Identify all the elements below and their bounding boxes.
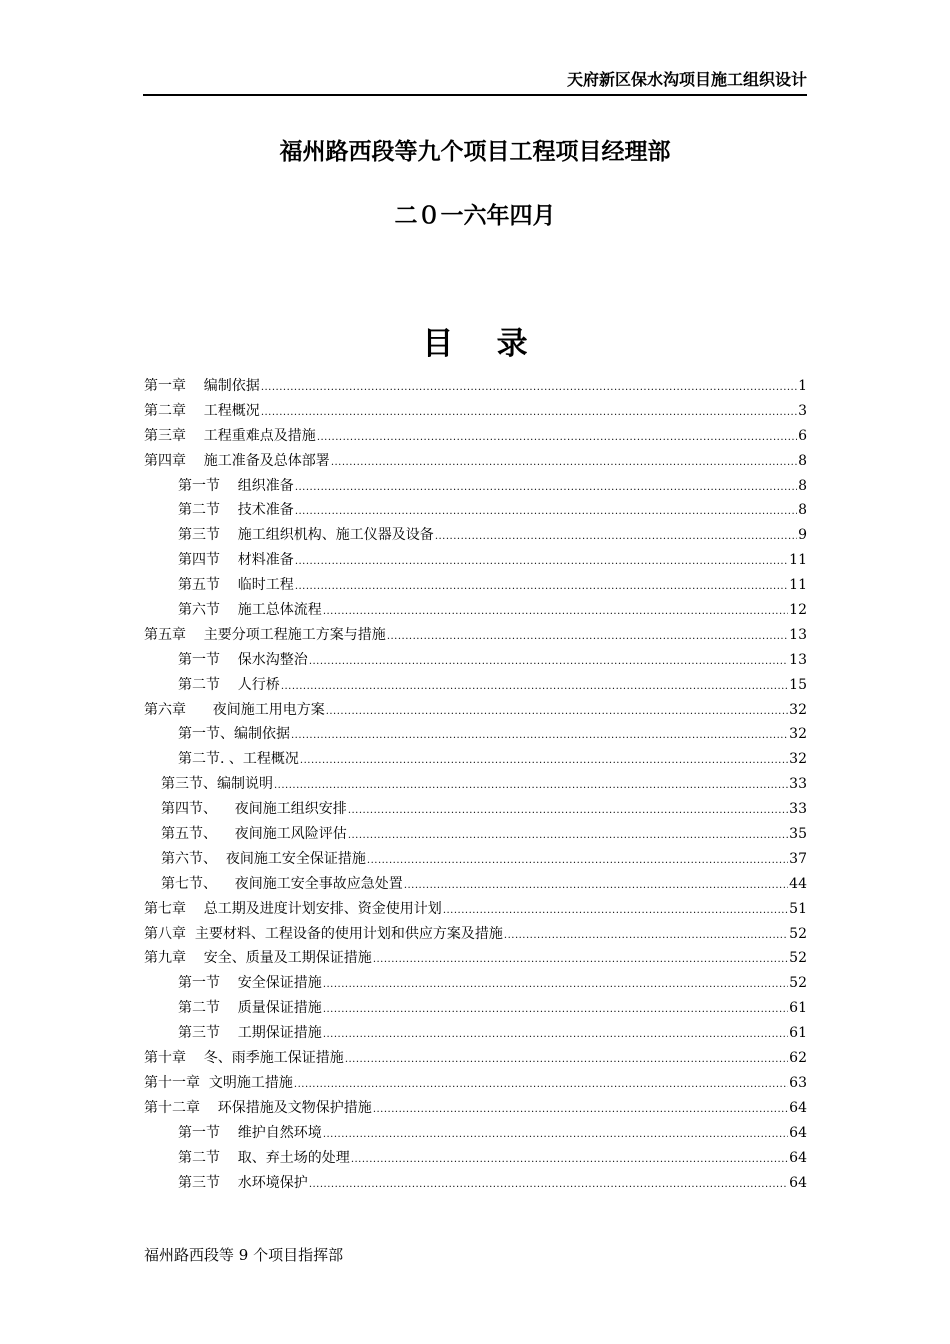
toc-entry[interactable] [144,747,807,772]
toc-leader-dots [295,500,797,525]
toc-entry[interactable] [144,698,807,723]
toc-leader-dots [373,1098,788,1123]
toc-entry-label: 第六节、 夜间施工安全保证措施 [161,850,366,867]
toc-entry[interactable] [144,897,807,922]
toc-leader-dots [300,749,788,774]
toc-entry-page: 12 [789,602,807,619]
toc-entry-label: 第三节 施工组织机构、施工仪器及设备 [178,527,434,544]
toc-leader-dots [323,998,788,1023]
toc-entry[interactable] [144,598,807,623]
toc-leader-dots [295,575,788,600]
toc-entry-page: 63 [789,1074,807,1091]
toc-leader-dots [367,849,788,874]
toc-entry[interactable] [144,1121,807,1146]
toc-entry-label: 第二节 取、弃土场的处理 [178,1149,350,1166]
toc-entry-page: 6 [798,427,807,444]
toc-leader-dots [348,824,788,849]
toc-entry-page: 62 [789,1050,807,1067]
toc-leader-dots [373,948,788,973]
toc-entry-label: 第十二章 环保措施及文物保护措施 [144,1099,372,1116]
toc-entry-label: 第七节、 夜间施工安全事故应急处置 [161,875,403,892]
toc-entry-label: 第五节 临时工程 [178,577,294,594]
toc-leader-dots [274,774,788,799]
toc-entry[interactable] [144,797,807,822]
toc-entry[interactable] [144,772,807,797]
toc-entry-page: 52 [789,950,807,967]
toc-leader-dots [331,451,797,476]
toc-leader-dots [404,874,788,899]
page-header [143,70,807,96]
toc-entry-label: 第八章 主要材料、工程设备的使用计划和供应方案及措施 [144,925,503,942]
toc-leader-dots [309,650,788,675]
toc-entry-label: 第二节 质量保证措施 [178,1000,322,1017]
toc-entry[interactable] [144,971,807,996]
toc-entry[interactable] [144,523,807,548]
toc-leader-dots [294,1073,788,1098]
toc-entry-page: 8 [798,477,807,494]
toc-entry-page: 1 [798,378,807,394]
toc-entry-page: 32 [789,751,807,768]
toc-entry-label: 第五节、 夜间施工风险评估 [161,826,347,843]
toc-entry-page: 64 [789,1099,807,1116]
toc-entry-page: 35 [789,826,807,843]
toc-entry-page: 32 [789,726,807,743]
toc-leader-dots [295,476,797,501]
toc-entry[interactable] [144,1146,807,1171]
toc-entry-page: 64 [789,1149,807,1166]
page-footer: 福州路西段等 9 个项目指挥部 [144,1246,344,1264]
toc-entry-page: 3 [798,402,807,419]
toc-entry[interactable] [144,1096,807,1121]
toc-entry-page: 61 [789,1025,807,1042]
toc-entry-page: 44 [789,875,807,892]
document-date: 二０一六年四月 [394,202,556,229]
toc-leader-dots [323,600,788,625]
toc-entry[interactable] [144,449,807,474]
toc-entry-page: 13 [789,651,807,668]
toc-entry-label: 第三节 工期保证措施 [178,1025,322,1042]
toc-entry[interactable] [144,399,807,424]
toc-entry-label: 第一章 编制依据 [144,378,260,394]
toc-entry[interactable] [144,673,807,698]
toc-entry[interactable] [144,996,807,1021]
toc-leader-dots [326,700,788,725]
toc-entry-label: 第十章 冬、雨季施工保证措施 [144,1050,344,1067]
organization-title: 福州路西段等九个项目工程项目经理部 [279,138,671,165]
toc-entry[interactable] [144,374,807,399]
toc-leader-dots [281,675,788,700]
toc-leader-dots [317,426,797,451]
toc-entry-page: 11 [789,552,807,569]
toc-entry-page: 37 [789,850,807,867]
toc-leader-dots [348,799,788,824]
toc-entry-page: 11 [789,577,807,594]
toc-entry[interactable] [144,922,807,947]
toc-entry-label: 第一节 维护自然环境 [178,1124,322,1141]
toc-entry-label: 第十一章 文明施工措施 [144,1074,293,1091]
toc-leader-dots [295,550,788,575]
toc-leader-dots [323,1123,788,1148]
toc-leader-dots [504,924,788,949]
toc-entry-page: 8 [798,502,807,519]
table-of-contents [144,374,807,1195]
toc-leader-dots [291,724,788,749]
toc-entry-page: 33 [789,776,807,793]
toc-entry[interactable] [144,623,807,648]
header-title: 天府新区保水沟项目施工组织设计 [566,70,807,89]
toc-leader-dots [323,1023,788,1048]
toc-entry-label: 第六章 夜间施工用电方案 [144,701,325,718]
toc-entry[interactable] [144,822,807,847]
toc-entry-label: 第六节 施工总体流程 [178,602,322,619]
toc-entry-page: 32 [789,701,807,718]
toc-leader-dots [351,1148,788,1173]
toc-entry[interactable] [144,1021,807,1046]
toc-leader-dots [345,1048,788,1073]
toc-entry-label: 第五章 主要分项工程施工方案与措施 [144,626,386,643]
toc-entry-label: 第一节、编制依据 [178,726,290,743]
toc-entry-label: 第九章 安全、质量及工期保证措施 [144,950,372,967]
toc-entry-label: 第一节 组织准备 [178,477,294,494]
toc-entry-label: 第四节、 夜间施工组织安排 [161,801,347,818]
toc-entry-page: 8 [798,452,807,469]
toc-entry-label: 第二节 人行桥 [178,676,280,693]
toc-entry[interactable] [144,424,807,449]
toc-entry-label: 第二章 工程概况 [144,402,260,419]
toc-entry[interactable] [144,498,807,523]
toc-leader-dots [387,625,788,650]
toc-entry-page: 52 [789,975,807,992]
toc-entry[interactable] [144,548,807,573]
toc-entry-page: 33 [789,801,807,818]
toc-entry-label: 第二节. 、工程概况 [178,751,299,768]
toc-entry-label: 第三节、编制说明 [161,776,273,793]
toc-leader-dots [443,899,788,924]
toc-entry[interactable] [144,872,807,897]
toc-entry[interactable] [144,946,807,971]
toc-entry-label: 第一节 安全保证措施 [178,975,322,992]
toc-entry-label: 第一节 保水沟整治 [178,651,308,668]
toc-leader-dots [261,401,797,426]
toc-entry[interactable] [144,847,807,872]
toc-entry-page: 64 [789,1124,807,1141]
toc-entry-page: 51 [789,900,807,917]
toc-leader-dots [323,973,788,998]
toc-entry-page: 64 [789,1174,807,1191]
toc-leader-dots [309,1173,788,1198]
toc-entry-page: 61 [789,1000,807,1017]
toc-entry-label: 第三章 工程重难点及措施 [144,427,316,444]
toc-leader-dots [435,525,797,550]
toc-entry[interactable] [144,1046,807,1071]
toc-entry[interactable] [144,648,807,673]
toc-entry-page: 15 [789,676,807,693]
toc-entry[interactable] [144,1071,807,1096]
toc-entry-label: 第三节 水环境保护 [178,1174,308,1191]
toc-entry-page: 52 [789,925,807,942]
toc-entry-page: 9 [798,527,807,544]
toc-entry-page: 13 [789,626,807,643]
toc-leader-dots [261,376,797,401]
toc-entry-label: 第四节 材料准备 [178,552,294,569]
toc-entry-label: 第七章 总工期及进度计划安排、资金使用计划 [144,900,442,917]
toc-entry[interactable] [144,1171,807,1196]
toc-entry[interactable] [144,474,807,499]
toc-entry[interactable] [144,722,807,747]
toc-entry[interactable] [144,573,807,598]
toc-heading: 目 录 [422,326,528,362]
toc-entry-label: 第二节 技术准备 [178,502,294,519]
toc-entry-label: 第四章 施工准备及总体部署 [144,452,330,469]
